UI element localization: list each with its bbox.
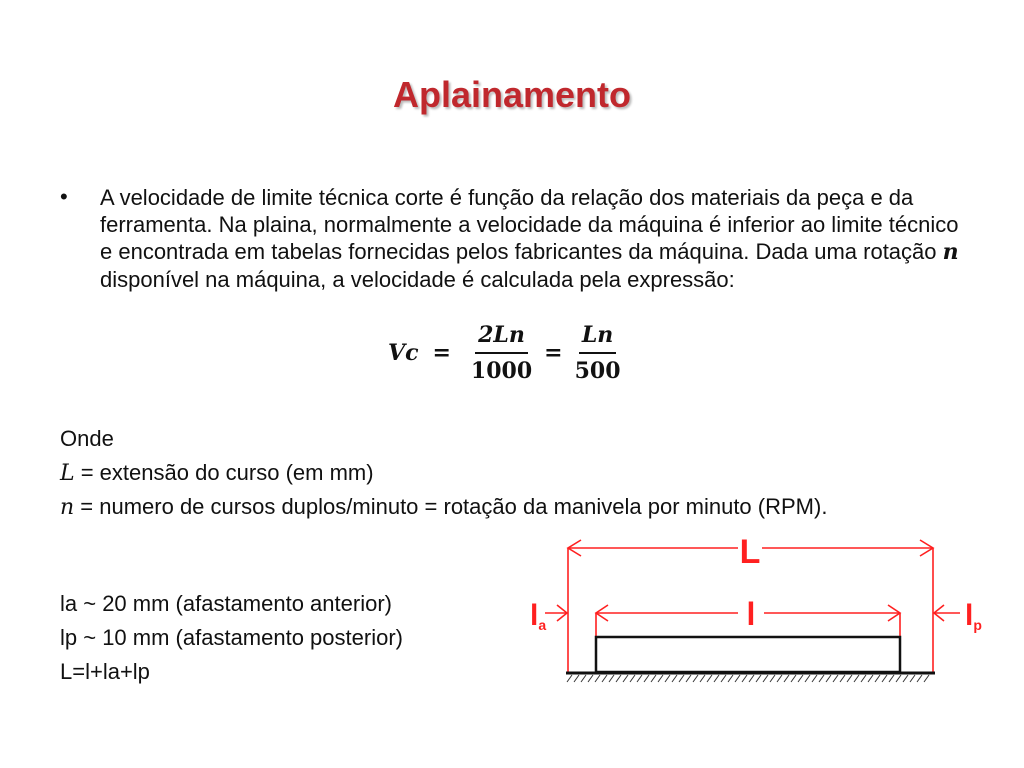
onde-label: Onde bbox=[60, 426, 114, 451]
note-la: la ~ 20 mm (afastamento anterior) bbox=[60, 591, 392, 616]
paragraph-text: disponível na máquina, a velocidade é calculada pela expressão: bbox=[100, 267, 735, 292]
workpiece bbox=[596, 637, 900, 672]
bullet-marker: • bbox=[60, 184, 68, 209]
variable-L: L bbox=[60, 461, 75, 486]
label-la: la bbox=[530, 599, 547, 633]
fraction-2 bbox=[575, 322, 621, 384]
label-L: L bbox=[739, 533, 761, 571]
denominator: 500 bbox=[574, 358, 621, 384]
label-l: l bbox=[746, 596, 756, 632]
formula-lhs: Vc bbox=[388, 340, 419, 366]
fraction-1 bbox=[471, 322, 532, 384]
stroke-diagram bbox=[520, 525, 990, 695]
definition-text: = extensão do curso (em mm) bbox=[74, 460, 374, 485]
label-lp: lp bbox=[965, 599, 982, 633]
note-lp: lp ~ 10 mm (afastamento posterior) bbox=[60, 625, 403, 650]
ground-hatch bbox=[567, 675, 929, 682]
numerator: 2Ln bbox=[475, 322, 528, 354]
definition-n bbox=[60, 493, 920, 521]
variable-n: n bbox=[60, 495, 75, 520]
velocity-formula bbox=[388, 322, 627, 384]
note-sum: L=l+la+lp bbox=[60, 659, 150, 684]
slide-title: Aplainamento bbox=[392, 74, 632, 115]
definition-L bbox=[60, 459, 374, 487]
body-paragraph bbox=[100, 184, 960, 293]
equals-sign: = bbox=[544, 340, 563, 366]
numerator: Ln bbox=[579, 322, 616, 354]
equals-sign: = bbox=[432, 340, 451, 366]
variable-n: n bbox=[942, 239, 959, 265]
denominator: 1000 bbox=[470, 358, 533, 384]
paragraph-text: A velocidade de limite técnica corte é função da relação dos materiais da peça e da ferramenta. Na plaina, normalmente a velocidade da máquina é inferior ao limite técnico e encontrada em tabelas fornecidas pelos fabricantes da máquina. Dada uma rotação bbox=[100, 185, 959, 264]
definition-text: = numero de cursos duplos/minuto = rotação da manivela por minuto (RPM). bbox=[74, 494, 828, 519]
